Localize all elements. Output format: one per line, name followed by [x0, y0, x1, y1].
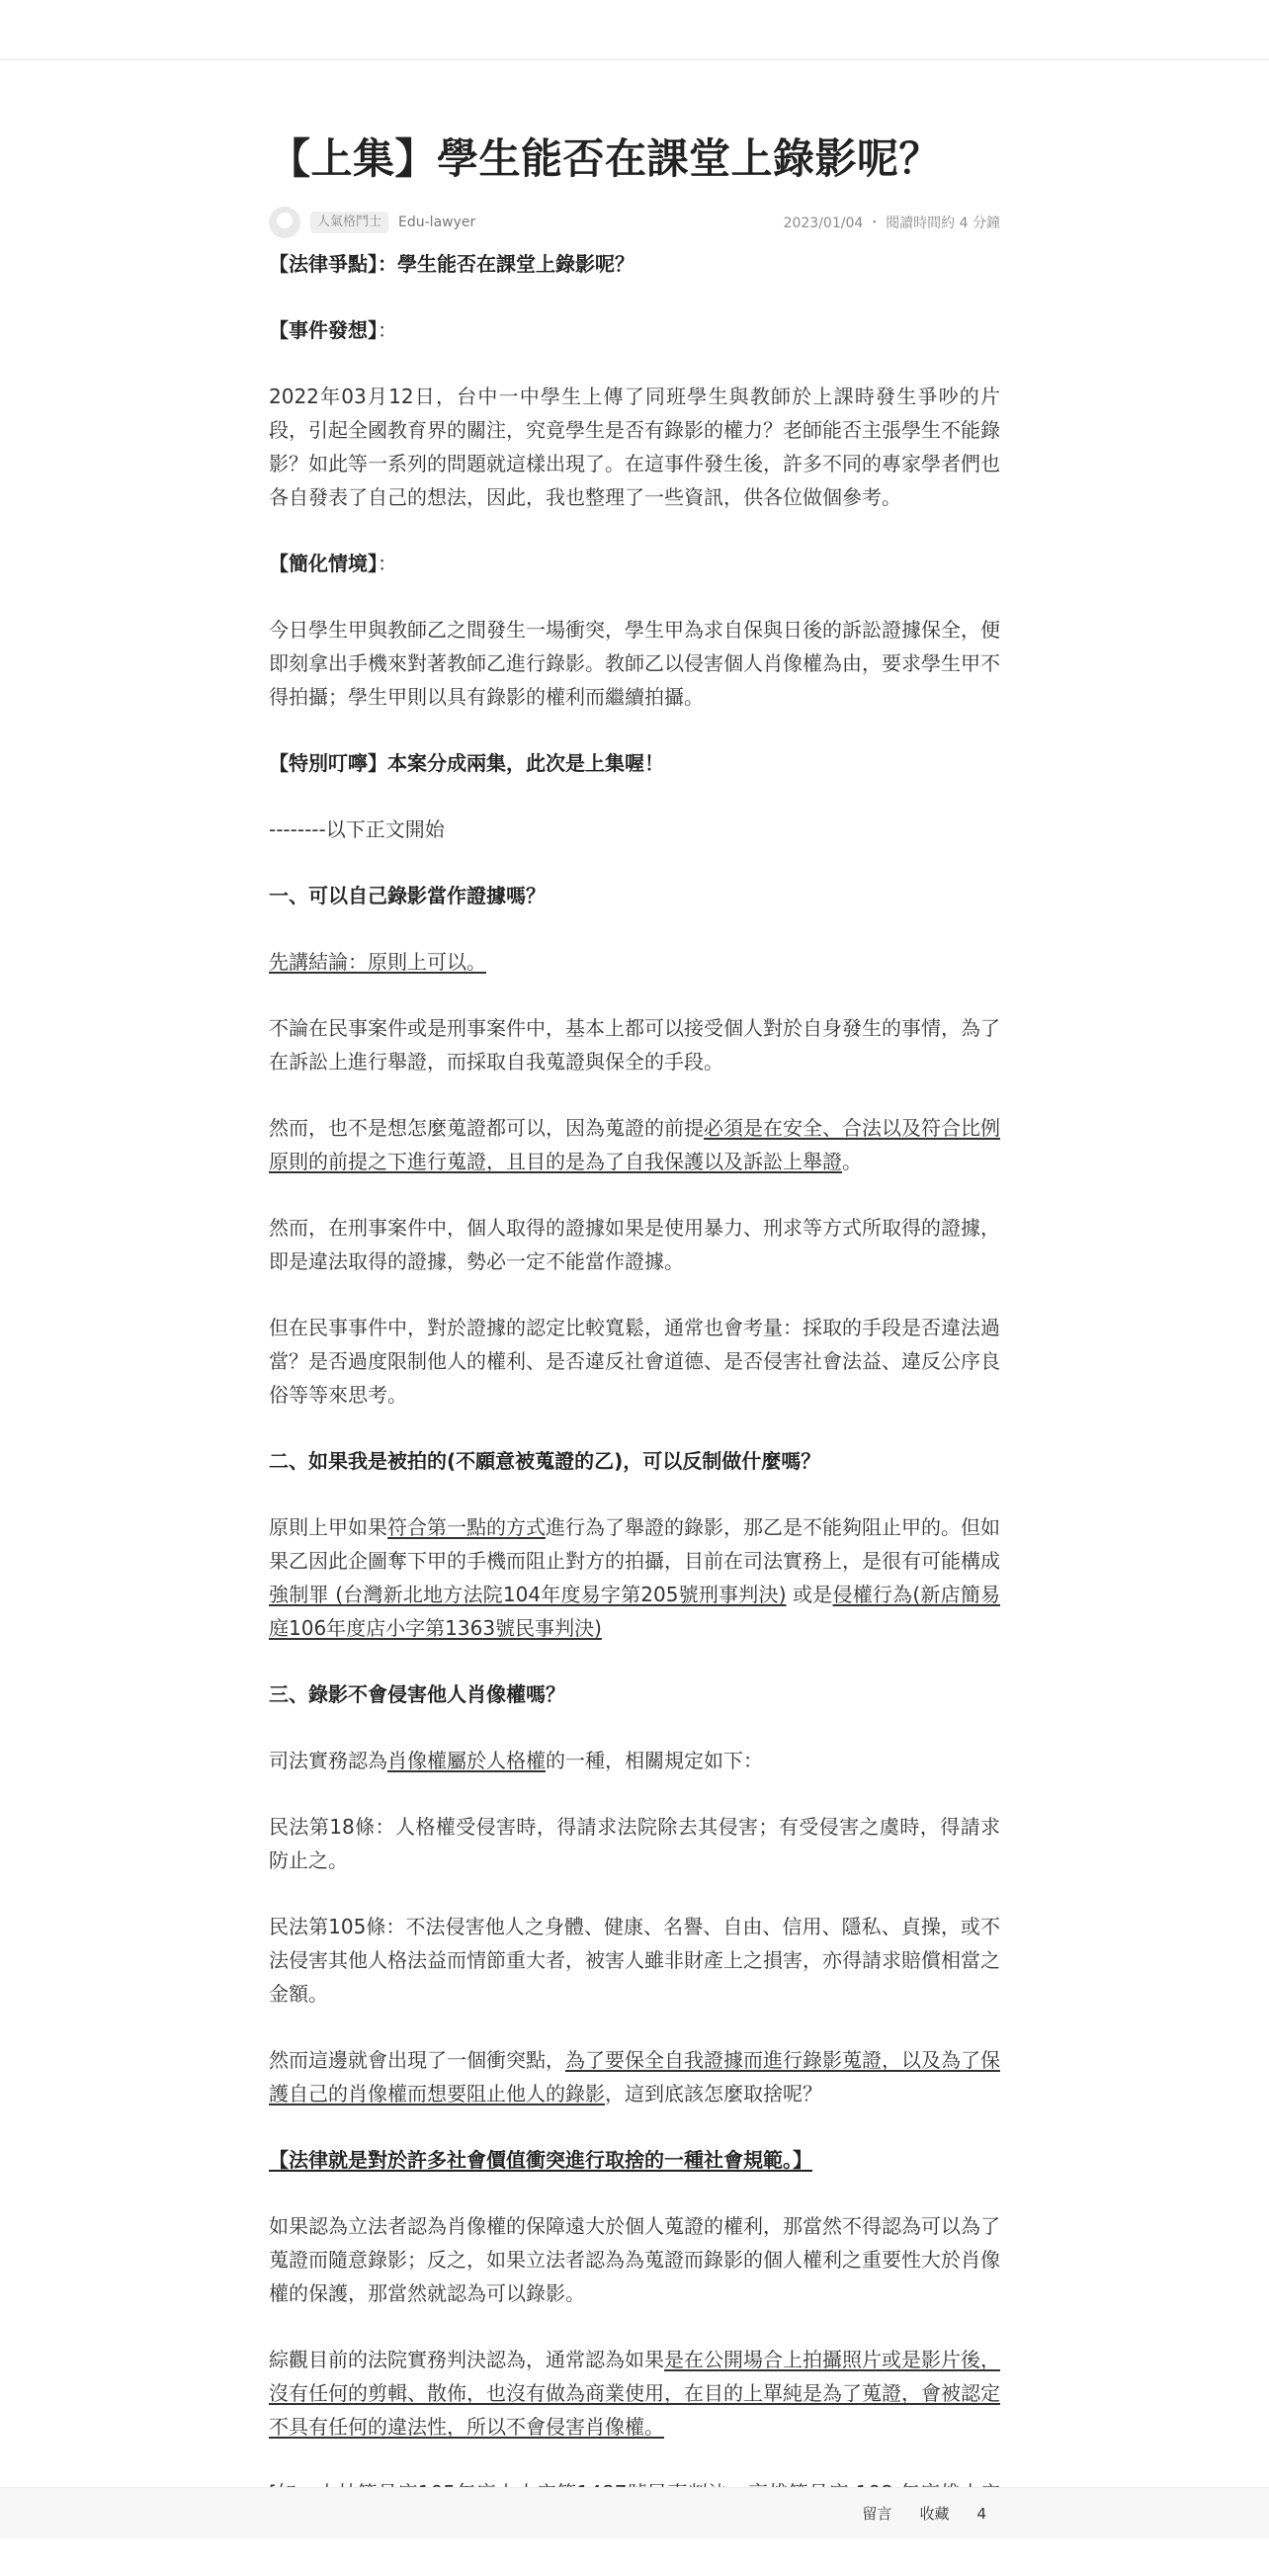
text-run: --------以下正文開始 — [269, 817, 445, 841]
paragraph-1d — [269, 1311, 1000, 1412]
paragraph-1b — [269, 1111, 1000, 1178]
text-run: ，這到底該怎麼取捨呢？ — [605, 2082, 822, 2105]
text-run: 三、錄影不會侵害他人肖像權嗎？ — [269, 1682, 565, 1706]
separator-text — [269, 813, 1000, 846]
heading-event — [269, 313, 1000, 347]
paragraph-3g — [269, 2343, 1000, 2444]
conclusion-1 — [269, 945, 1000, 979]
text-run: 但在民事事件中，對於證據的認定比較寬鬆，通常也會考量：採取的手段是否違法過當？是否過度限制他人的權利、是否違反社會道德、是否侵害社會法益、違反公序良俗等等來思考。 — [269, 1316, 1000, 1407]
paragraph-1a — [269, 1011, 1000, 1078]
read-time: 閱讀時間約 4 分鐘 — [886, 215, 1000, 231]
text-run: 然而，在刑事案件中，個人取得的證據如果是使用暴力、刑求等方式所取得的證據，即是違法取得的證據，勢必一定不能當作證據。 — [269, 1216, 1000, 1273]
paragraph-3f — [269, 2209, 1000, 2310]
paragraph-event — [269, 380, 1000, 514]
text-run: 然而這邊就會出現了一個衝突點， — [269, 2048, 565, 2072]
text-run: 強制罪 (台灣新北地方法院104年度易字第205號刑事判決) — [269, 1583, 787, 1606]
article-title: 【上集】學生能否在課堂上錄影呢？ — [269, 134, 942, 183]
text-run: 或是 — [786, 1583, 833, 1606]
article — [269, 129, 1000, 2576]
heading-section-1 — [269, 879, 1000, 912]
heading-section-2 — [269, 1444, 1000, 1478]
paragraph-3c — [269, 1910, 1000, 2011]
text-run: 。 — [842, 1150, 862, 1173]
text-run: 【簡化情境】 — [269, 552, 378, 575]
text-run: 【事件發想】 — [269, 318, 378, 342]
text-run: 的一種，相關規定如下： — [546, 1749, 763, 1772]
paragraph-1c — [269, 1211, 1000, 1278]
text-run: 一、可以自己錄影當作證據嗎？ — [269, 884, 546, 907]
bookmark-button[interactable]: 收藏 — [919, 2505, 950, 2523]
text-run: 二、如果我是被拍的(不願意被蒐證的乙)，可以反制做什麼嗎？ — [269, 1449, 821, 1473]
publish-info — [784, 213, 1000, 232]
text-run: 然而，也不是想怎麼蒐證都可以，因為蒐證的前提 — [269, 1116, 704, 1140]
paragraph-3e — [269, 2143, 1000, 2177]
heading-section-3 — [269, 1677, 1000, 1711]
text-run: 民法第18條：人格權受侵害時，得請求法院除去其侵害；有受侵害之虞時，得請求防止之。 — [269, 1815, 1000, 1872]
text-run: 侵權行為(新店簡易庭106年度店小字第1363號民事判決) — [269, 1583, 1000, 1640]
text-run: 是在公開場合上拍攝照片或是影片後，沒有任何的剪輯、散佈，也沒有做為商業使用，在目的上單純是為了蒐證，會被認定不具有任何的違法性，所以不會侵害肖像權。 — [269, 2348, 1000, 2439]
paragraph-situation — [269, 613, 1000, 714]
text-run: 必須是在安全、合法以及符合比例原則的前提之下進行蒐證，且目的是為了自我保護以及訴訟上舉證 — [269, 1116, 1000, 1173]
bottom-action-bar — [0, 2487, 1269, 2538]
text-run: 原則上甲如果 — [269, 1515, 387, 1539]
text-run: 為了要保全自我證據而進行錄影蒐證，以及為了保護自己的肖像權而想要阻止他人的錄影 — [269, 2048, 1000, 2105]
text-run: 進行為了舉證的錄影，那乙是不能夠阻止甲的。但如果乙因此企圖奪下甲的手機而阻止對方的拍攝，目前在司法實務上，是很有可能構成 — [269, 1515, 1000, 1573]
article-body — [269, 247, 1000, 2543]
text-run: 民法第105條：不法侵害他人之身體、健康、名譽、自由、信用、隱私、貞操，或不法侵害其他人格法益而情節重大者，被害人雖非財產上之損害，亦得請求賠償相當之金額。 — [269, 1915, 1000, 2006]
text-run: 先講結論：原則上可以。 — [269, 950, 486, 974]
text-run: 今日學生甲與教師乙之間發生一場衝突，學生甲為求自保與日後的訴訟證據保全，便即刻拿出手機來對著教師乙進行錄影。教師乙以侵害個人肖像權為由，要求學生甲不得拍攝；學生甲則以具有錄影的權利而繼續拍攝。 — [269, 618, 1000, 709]
text-run: 2022年03月12日，台中一中學生上傳了同班學生與教師於上課時發生爭吵的片段，引起全國教育界的關注，究竟學生是否有錄影的權力？老師能否主張學生不能錄影？如此等一系列的問題就這樣出現了。在這事件發生後，許多不同的專家學者們也各自發表了自己的想法，因此，我也整理了一些資訊，供各位做個參考。 — [269, 385, 1000, 509]
author-badge: 人氣格鬥士 — [310, 212, 388, 233]
text-run: 司法實務認為 — [269, 1749, 387, 1772]
paragraph-2a — [269, 1510, 1000, 1645]
text-run: 符合第一點的方式 — [387, 1515, 546, 1539]
author-name[interactable]: Edu-lawyer — [398, 215, 476, 230]
heading-legal-issue — [269, 247, 1000, 281]
text-run: 如果認為立法者認為肖像權的保障遠大於個人蒐證的權利，那當然不得認為可以為了蒐證而隨意錄影；反之，如果立法者認為為蒐證而錄影的個人權利之重要性大於肖像權的保護，那當然就認為可以錄影。 — [269, 2214, 1000, 2305]
text-run: 【法律就是對於許多社會價值衝突進行取捨的一種社會規範。】 — [269, 2148, 812, 2172]
text-run: ： — [378, 318, 397, 342]
like-count[interactable]: 4 — [976, 2504, 986, 2523]
text-run: 【法律爭點】：學生能否在課堂上錄影呢？ — [269, 252, 634, 276]
top-navigation-bar — [0, 0, 1269, 60]
article-meta — [269, 206, 1000, 239]
text-run: 【特別叮嚀】本案分成兩集，此次是上集喔！ — [269, 751, 664, 775]
meta-separator: ・ — [867, 215, 887, 231]
text-run: 肖像權屬於人格權 — [387, 1749, 546, 1772]
text-run: 綜觀目前的法院實務判決認為，通常認為如果 — [269, 2348, 664, 2371]
notice — [269, 746, 1000, 780]
paragraph-3d — [269, 2043, 1000, 2110]
heading-situation — [269, 547, 1000, 580]
paragraph-3b — [269, 1810, 1000, 1877]
text-run: ： — [378, 552, 397, 575]
comment-button[interactable]: 留言 — [862, 2505, 892, 2523]
publish-date: 2023/01/04 — [783, 215, 864, 231]
author-avatar[interactable] — [269, 207, 300, 238]
paragraph-3a — [269, 1744, 1000, 1777]
text-run: 不論在民事案件或是刑事案件中，基本上都可以接受個人對於自身發生的事情，為了在訴訟上進行舉證，而採取自我蒐證與保全的手段。 — [269, 1016, 1000, 1073]
